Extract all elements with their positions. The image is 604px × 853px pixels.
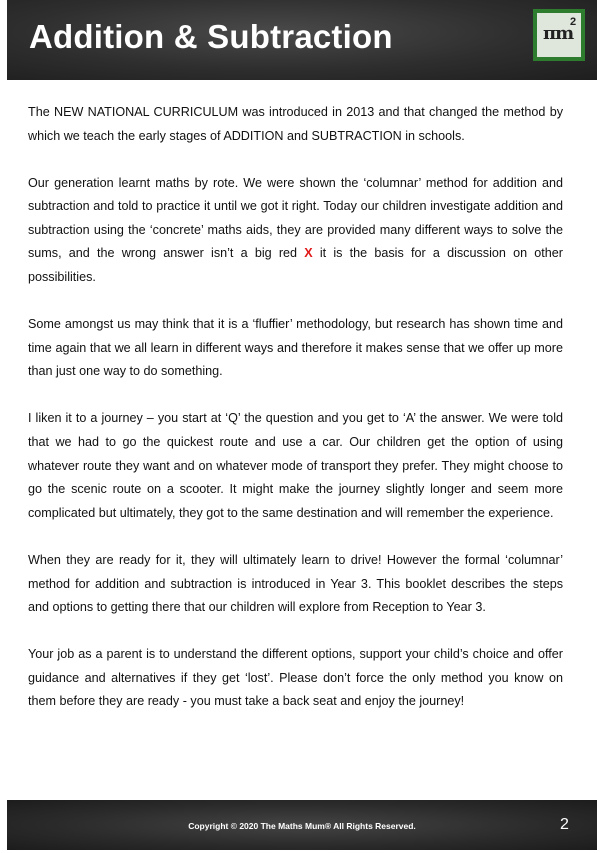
logo-superscript: 2 (570, 16, 577, 28)
footer-banner (7, 800, 597, 850)
page-title: Addition & Subtraction (29, 18, 393, 55)
copyright-notice: Copyright © 2020 The Maths Mum® All Rights Reserved. (188, 821, 416, 831)
paragraph-parent-job: Your job as a parent is to understand the different options, support your child’s choice and offer guidance and alternatives if they get ‘lost’. Please don’t force the only method you know on them before they are ready - you must take a back seat and enjoy the journey! (28, 647, 563, 709)
maths-mum-logo (533, 9, 585, 61)
paragraph-rote-learning (28, 172, 563, 290)
paragraph-text: it is the basis for a discussion on other possibilities. (28, 246, 563, 285)
logo-board (537, 13, 581, 57)
red-x-mark: X (304, 246, 313, 261)
page-number: 2 (560, 816, 569, 833)
body-content (28, 101, 563, 737)
logo-text: πm (543, 23, 574, 44)
paragraph-curriculum: The NEW NATIONAL CURRICULUM was introduced in 2013 and that changed the method by which we teach the early stages of ADDITION and SUBTRACTION in schools. (28, 105, 563, 143)
paragraph-journey: I liken it to a journey – you start at ‘Q’ the question and you get to ‘A’ the answer. We were told that we had to go the quickest route and use a car. Our children get the option of using whatever route they want and on whatever mode of transport they prefer. They might choose to go the scenic route on a scooter. It might make the journey slightly longer and seem more complicated but ultimately, they got to the same destination and will remember the experience. (28, 411, 563, 520)
header-banner (7, 0, 597, 80)
paragraph-text: Our generation learnt maths by rote. We were shown the ‘columnar’ method for addition and subtraction and told to practice it until we got it right. Today our children investigate addition and subtraction using the ‘concrete’ maths aids, they are provided many different ways to solve the sums, and the wrong answer isn’t a big red (28, 175, 563, 261)
paragraph-methodology: Some amongst us may think that it is a ‘fluffier’ methodology, but research has shown time and time again that we all learn in different ways and therefore it makes sense that we offer up more than just one way to do something. (28, 317, 563, 379)
paragraph-ready: When they are ready for it, they will ultimately learn to drive! However the formal ‘columnar’ method for addition and subtraction is introduced in Year 3. This booklet describes the steps and options to getting there that our children will explore from Reception to Year 3. (28, 552, 563, 615)
